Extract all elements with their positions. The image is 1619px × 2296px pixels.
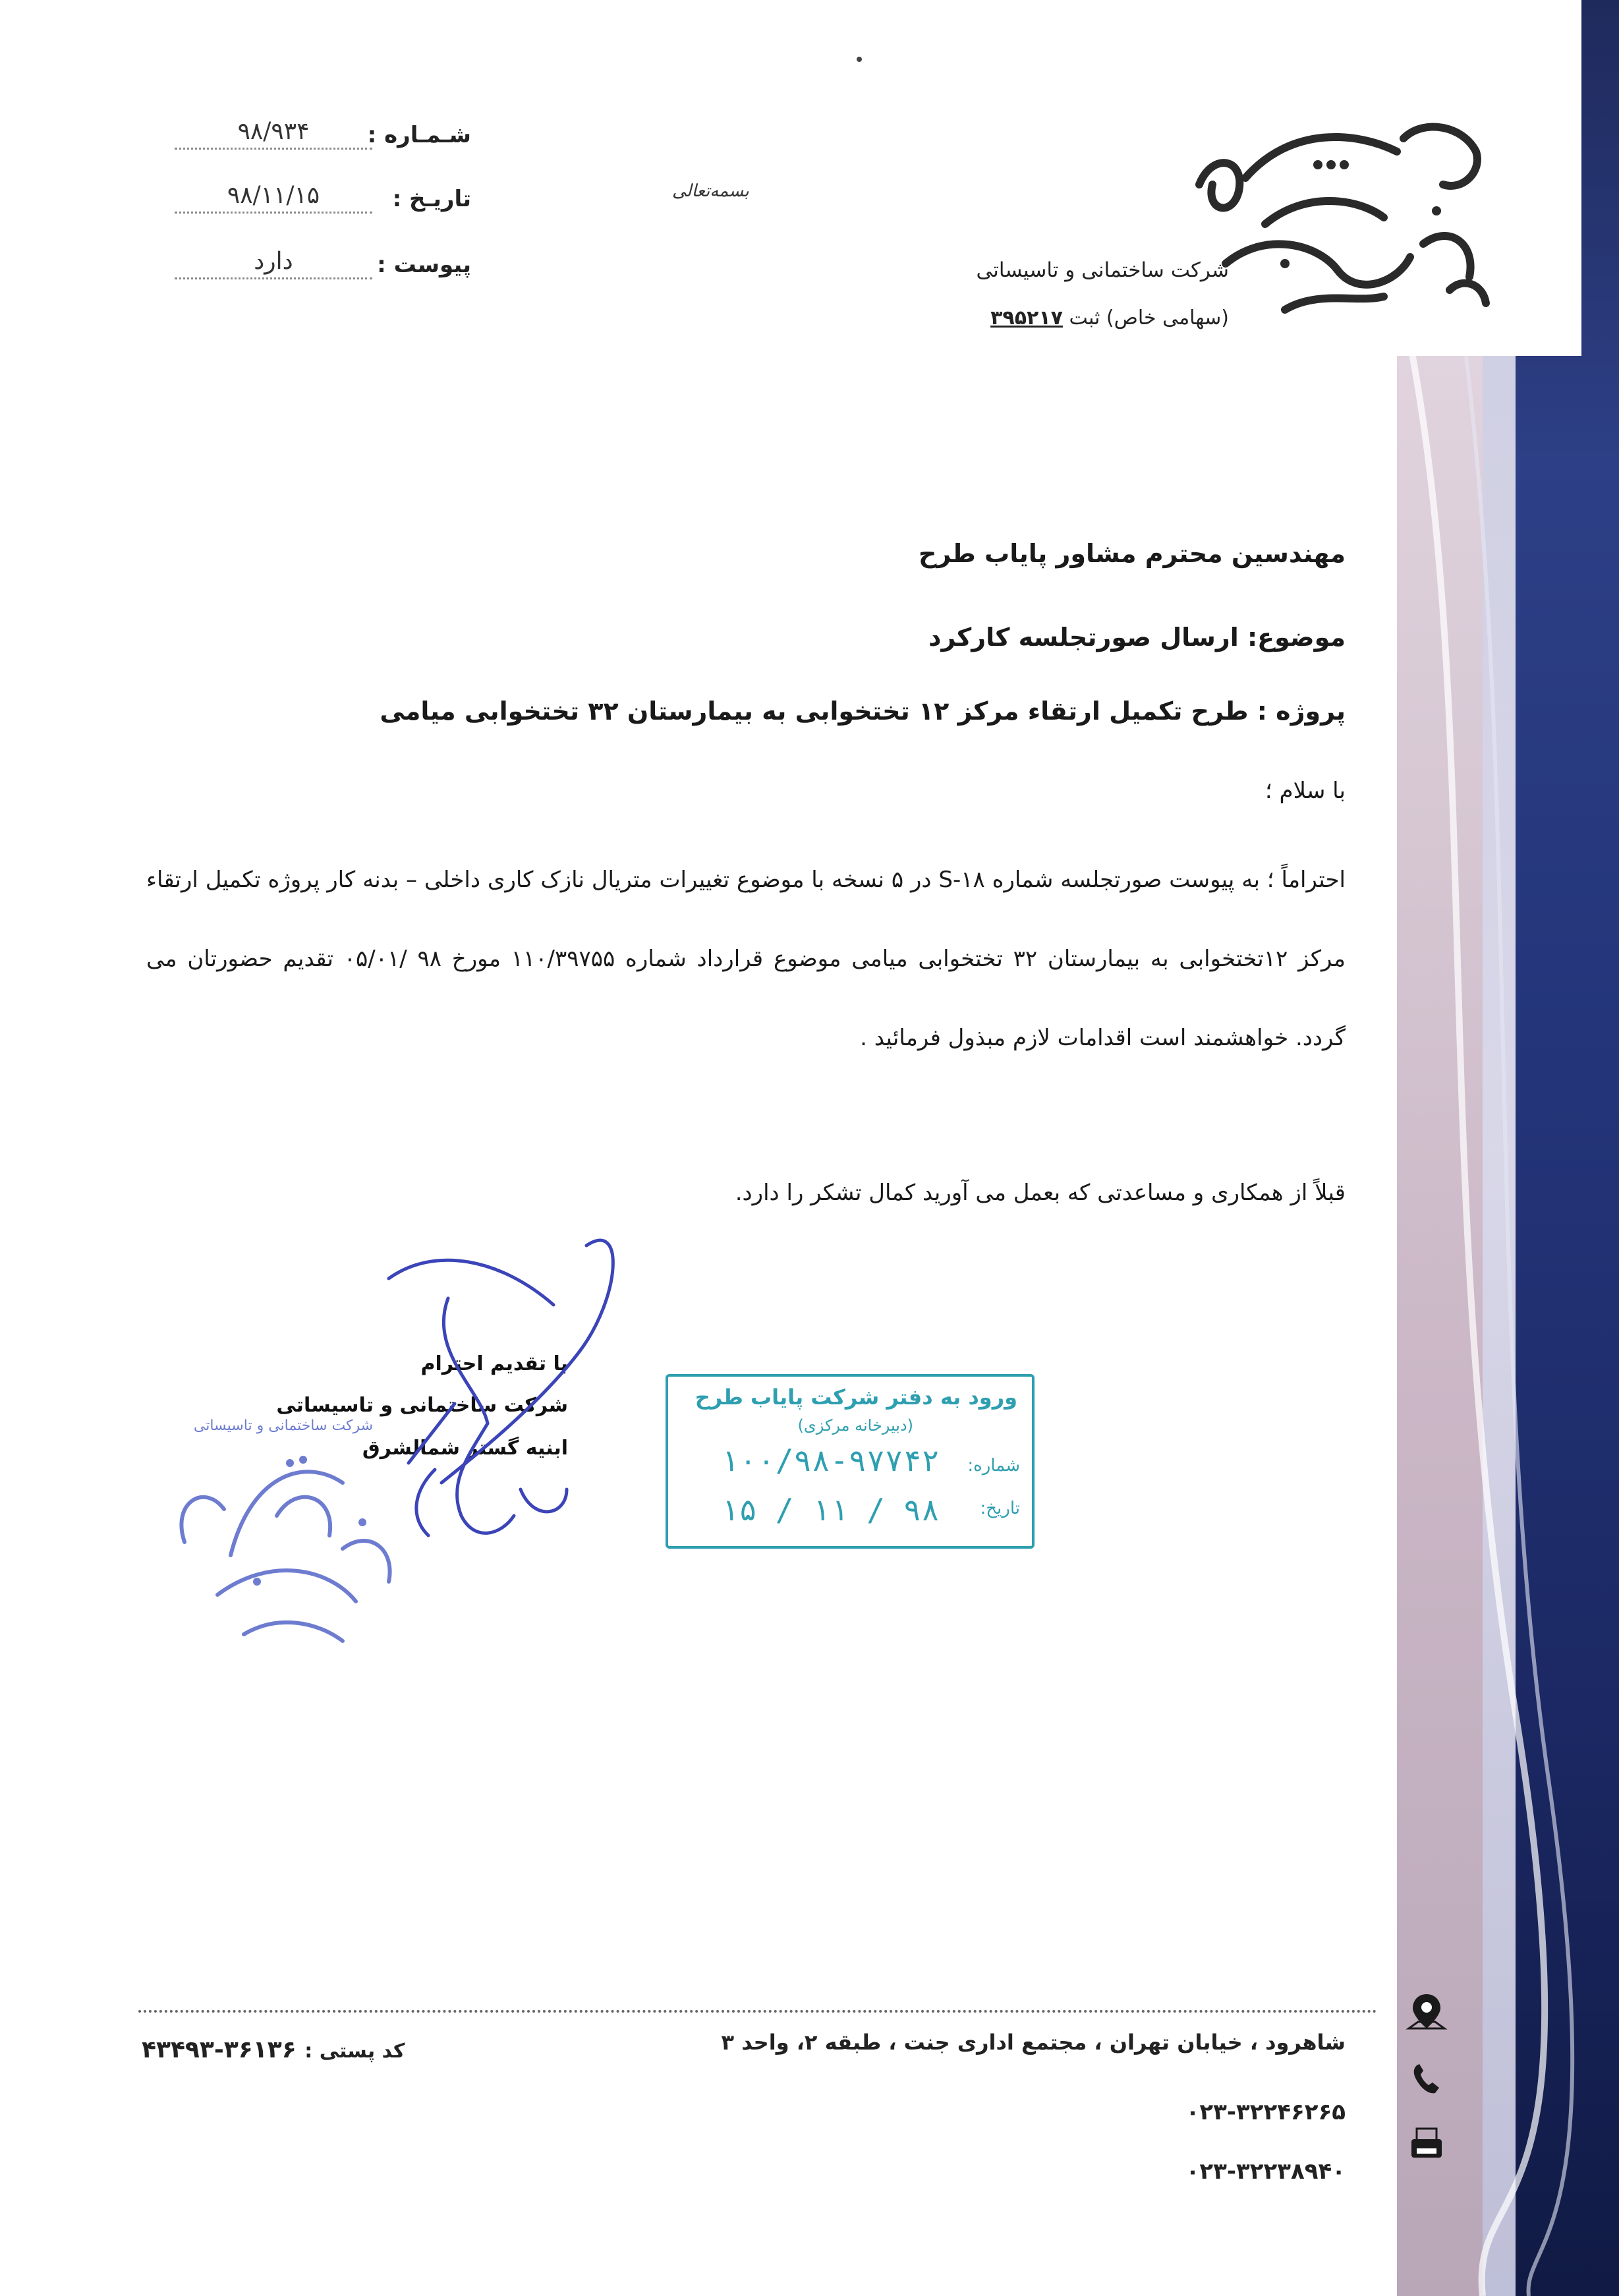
recipient: مهندسین محترم مشاور پایاب طرح xyxy=(918,539,1346,568)
letter-number-row xyxy=(142,118,471,155)
letter-attachment-row xyxy=(142,248,471,285)
letter-date-label: تاریـخ : xyxy=(392,186,471,212)
phone-icon xyxy=(1404,2056,1450,2102)
fax-icon xyxy=(1404,2122,1450,2168)
page-dot xyxy=(857,57,862,62)
map-pin-icon xyxy=(1404,1990,1450,2036)
letter-date-row xyxy=(142,182,471,219)
letter-body: احتراماً ؛ به پیوست صورتجلسه شماره ۱۸-S در ۵ نسخه با موضوع تغییرات متریال نازک کاری داخلی – بدنه کار پروژه تکمیل ارتقاء مرکز ۱۲تختخوابی به بیمارستان ۳۲ تختخوابی میامی موضوع قرارداد شماره ۱۱۰/۳۹۷۵۵ مورخ ۹۸ /۰۵/۰۱ تقدیم حضورتان می گردد. خواهشمند است اقدامات لازم مبذول فرمائید . xyxy=(146,867,1346,1051)
letter-attachment-value: دارد xyxy=(175,248,372,279)
footer-postal-code xyxy=(142,2036,405,2063)
letter-attachment-label: پیوست : xyxy=(377,252,471,278)
greeting: با سلام ؛ xyxy=(1264,778,1346,804)
footer-phone: ۰۲۳-۳۲۲۴۶۲۶۵ xyxy=(1185,2099,1346,2125)
stamp-number-value: ۱۰۰/۹۸-۹۷۷۴۲ xyxy=(720,1443,940,1478)
stamp-number-label: شماره: xyxy=(967,1456,1020,1476)
company-type: (سهامی خاص) ثبت xyxy=(1069,306,1229,330)
basmala: بسمه‌تعالی xyxy=(672,181,749,201)
signature-line-2: شرکت ساختمانی و تاسیساتی xyxy=(276,1394,568,1417)
registration-number: ۳۹۵۲۱۷ xyxy=(990,306,1063,330)
postal-code-value: ۳۶۱۳۶-۴۳۴۹۳ xyxy=(142,2036,297,2063)
footer-fax: ۰۲۳-۳۲۲۳۸۹۴۰ xyxy=(1185,2158,1346,2185)
footer-address: شاهرود ، خیابان تهران ، مجتمع اداری جنت ، طبقه ۲، واحد ۳ xyxy=(721,2030,1346,2055)
stamp-title: ورود به دفتر شرکت پایاب طرح xyxy=(695,1385,1017,1410)
subject: موضوع: ارسال صورتجلسه کارکرد xyxy=(928,623,1346,652)
company-name: شرکت ساختمانی و تاسیساتی xyxy=(976,258,1229,282)
company-logo xyxy=(1186,112,1502,330)
postal-code-label: کد پستی : xyxy=(304,2040,405,2063)
project: پروژه : طرح تکمیل ارتقاء مرکز ۱۲ تختخوابی به بیمارستان ۳۲ تختخوابی میامی xyxy=(380,697,1346,726)
signature-line-3: ابنیه گستر شمالشرق xyxy=(362,1437,568,1460)
letter-number-value: ۹۸/۹۳۴ xyxy=(175,118,372,150)
stamp-subtitle: (دبیرخانه مرکزی) xyxy=(797,1416,913,1435)
stamp-date-value: ۹۸ / ۱۱ / ۱۵ xyxy=(720,1492,940,1528)
letter-number-label: شـمـاره : xyxy=(367,122,471,148)
closing-thanks: قبلاً از همکاری و مساعدتی که بعمل می آورید کمال تشکر را دارد. xyxy=(735,1180,1346,1206)
stamp-date-label: تاریخ: xyxy=(980,1499,1020,1518)
letter-date-value: ۹۸/۱۱/۱۵ xyxy=(175,182,372,214)
company-seal xyxy=(145,1384,422,1667)
footer-divider xyxy=(138,2010,1377,2013)
company-registration xyxy=(990,306,1229,330)
received-stamp xyxy=(666,1374,1035,1549)
seal-text: شرکت ساختمانی و تاسیساتی xyxy=(193,1418,374,1434)
signature-line-1: با تقدیم احترام xyxy=(420,1352,568,1375)
